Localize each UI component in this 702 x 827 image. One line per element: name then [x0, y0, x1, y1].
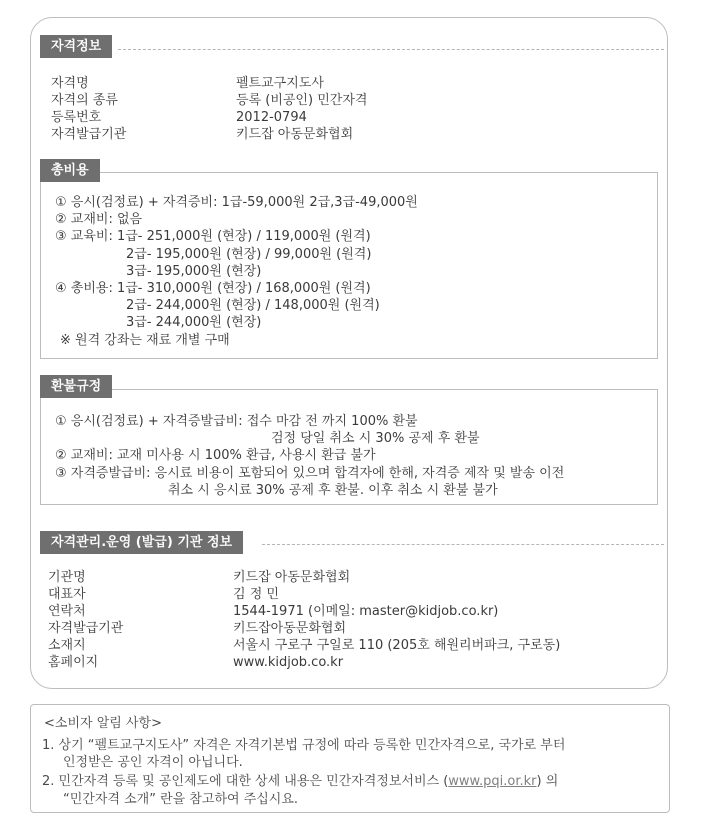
- cost-line: ④ 총비용: 1급- 310,000원 (현장) / 168,000원 (원격): [55, 280, 371, 296]
- consumer-notice-box: [30, 704, 670, 813]
- info-row: [48, 586, 560, 603]
- info-row: [51, 126, 367, 143]
- section-divider: [118, 49, 664, 50]
- info-value: 2012-0794: [236, 110, 307, 125]
- cost-note: ※ 원격 강좌는 재료 개별 구매: [60, 332, 230, 348]
- info-value: 키드잡 아동문화협회: [233, 570, 351, 585]
- info-value: 키드잡아동문화협회: [233, 621, 347, 636]
- section-divider: [262, 544, 664, 545]
- pqi-link[interactable]: www.pqi.or.kr: [448, 774, 537, 789]
- issuer-info-list: [48, 569, 560, 671]
- refund-line: 취소 시 응시료 30% 공제 후 환불. 이후 취소 시 환불 불가: [168, 482, 498, 498]
- info-label: 기관명: [48, 570, 86, 585]
- notice-item-2-text: 2. 민간자격 등록 및 공인제도에 대한 상세 내용은 민간자격정보서비스 (: [42, 774, 449, 789]
- cost-line: ① 응시(검정료) + 자격증비: 1급-59,000원 2급,3급-49,000원: [55, 195, 418, 210]
- refund-line: ③ 자격증발급비: 응시료 비용이 포함되어 있으며 합격자에 한해, 자격증 제작 및 발송 이전: [55, 465, 565, 481]
- section-title-total-cost: 총비용: [40, 159, 100, 182]
- total-cost-lines: [55, 194, 418, 349]
- notice-item-2-cont: “민간자격 소개” 란을 참고하여 주십시요.: [63, 792, 299, 807]
- info-label: 소재지: [48, 638, 86, 653]
- info-value: 키드잡 아동문화협회: [236, 127, 354, 142]
- info-value: 등록 (비공인) 민간자격: [236, 93, 368, 108]
- info-label: 자격발급기관: [48, 621, 124, 636]
- info-row: [48, 603, 560, 620]
- info-label: 자격발급기관: [51, 127, 127, 142]
- info-row: [51, 109, 367, 126]
- refund-policy-lines: [55, 413, 564, 499]
- notice-item-1-cont: 인정받은 공인 자격이 아닙니다.: [63, 755, 243, 770]
- info-row: [48, 637, 560, 654]
- info-label: 자격의 종류: [51, 93, 118, 108]
- info-label: 홈페이지: [48, 655, 99, 670]
- refund-line: 검정 당일 취소 시 30% 공제 후 환불: [271, 431, 480, 447]
- refund-line: ② 교재비: 교재 미사용 시 100% 환급, 사용시 환급 불가: [55, 448, 376, 464]
- info-value: 펠트교구지도사: [236, 76, 324, 91]
- info-row: [48, 654, 560, 671]
- info-value: 김 정 민: [233, 587, 279, 602]
- info-label: 연락처: [48, 604, 86, 619]
- section-title-refund-policy: 환불규정: [40, 375, 112, 398]
- info-row: [51, 92, 367, 109]
- refund-line: ① 응시(검정료) + 자격증발급비: 접수 마감 전 까지 100% 환불: [55, 414, 418, 429]
- contact-value: 1544-1971 (이메일: master@kidjob.co.kr): [233, 604, 499, 619]
- qualification-info-list: [51, 75, 367, 143]
- address-value: 서울시 구로구 구일로 110 (205호 해원리버파크, 구로동): [233, 638, 561, 653]
- notice-item-2-text-end: ) 의: [536, 774, 559, 789]
- cost-line: ② 교재비: 없음: [55, 212, 143, 228]
- info-row: [48, 569, 560, 586]
- notice-title: <소비자 알림 사항>: [44, 716, 162, 731]
- notice-item-1: 1. 상기 “펠트교구지도사” 자격은 자격기본법 규정에 따라 등록한 민간자격으로, 국가로 부터: [42, 738, 566, 753]
- homepage-value: www.kidjob.co.kr: [233, 655, 344, 670]
- cost-line: ③ 교육비: 1급- 251,000원 (현장) / 119,000원 (원격): [55, 229, 371, 245]
- info-row: [51, 75, 367, 92]
- cost-line: 2급- 195,000원 (현장) / 99,000원 (원격): [126, 246, 372, 262]
- info-label: 대표자: [48, 587, 86, 602]
- info-row: [48, 620, 560, 637]
- info-label: 등록번호: [51, 110, 102, 125]
- cost-line: 2급- 244,000원 (현장) / 148,000원 (원격): [126, 298, 380, 314]
- notice-item-2: [42, 770, 558, 789]
- cost-line: 3급- 244,000원 (현장): [126, 315, 262, 331]
- section-title-qualification-info: 자격정보: [40, 35, 112, 58]
- info-label: 자격명: [51, 76, 89, 91]
- cost-line: 3급- 195,000원 (현장): [126, 263, 262, 279]
- section-title-issuer-info: 자격관리.운영 (발급) 기관 정보: [40, 531, 243, 554]
